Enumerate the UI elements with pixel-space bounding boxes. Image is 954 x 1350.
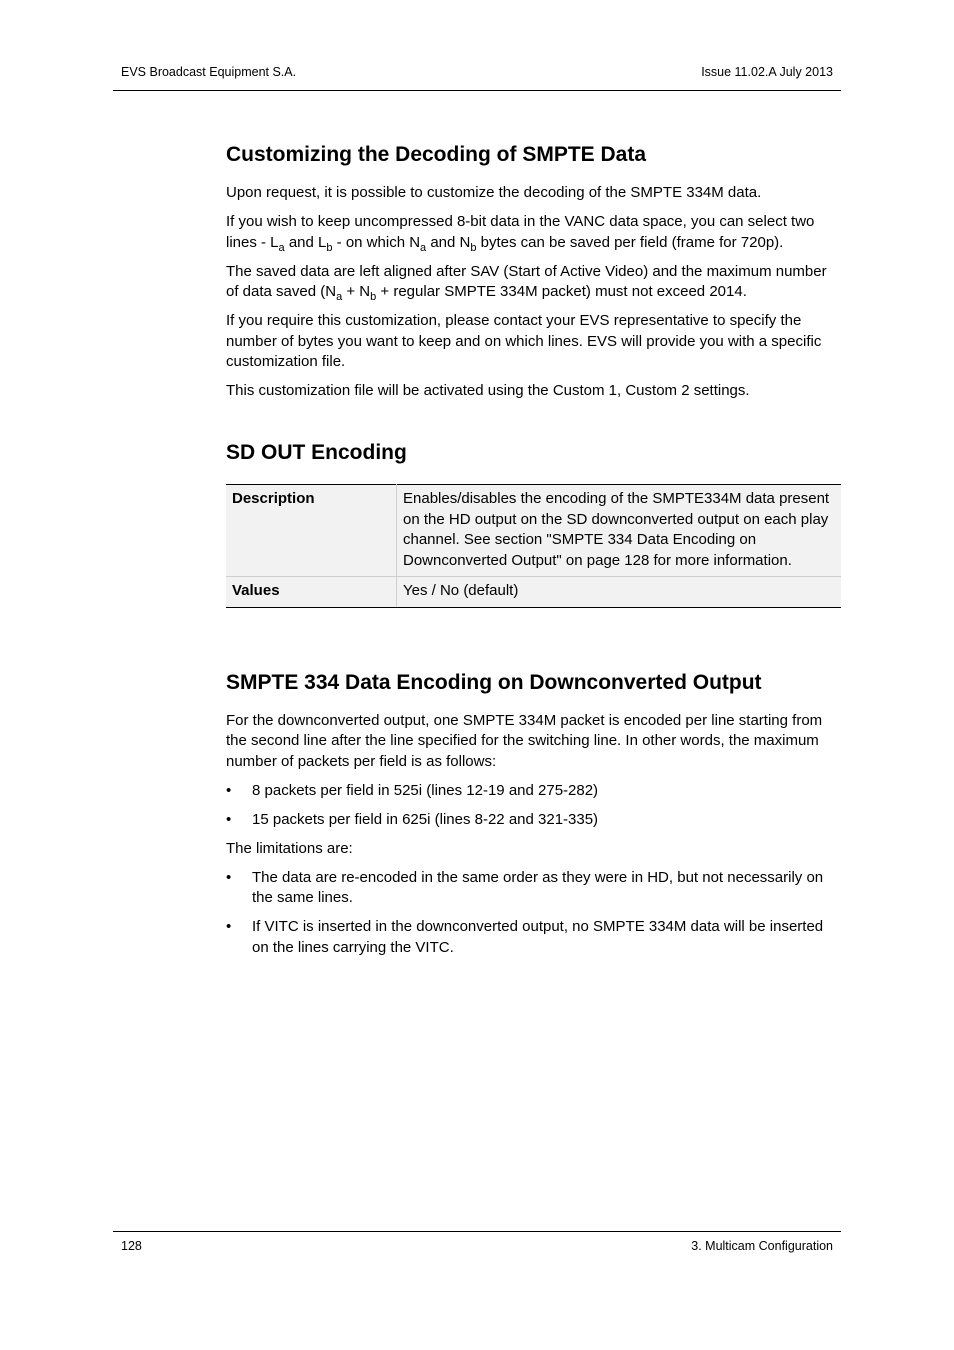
table-row: [226, 577, 841, 608]
bullet-icon: •: [226, 810, 232, 828]
page-footer: [113, 1231, 841, 1257]
section-title-smpte-encoding: SMPTE 334 Data Encoding on Downconverted Output: [226, 670, 762, 694]
paragraph-lines-selection: If you wish to keep uncompressed 8-bit data in the VANC data space, you can select two lines - $L_a$ and $L_b$ - on which $N_a$ and $N_b$ bytes can be saved per field (frame for 720p).: [226, 213, 815, 254]
paragraph: If you require this customization, please contact your EVS representative to specify the number of bytes you want to keep and on which lines. EVS will provide you with a specific customization file.: [226, 312, 822, 370]
paragraph: This customization file will be activated using the Custom 1, Custom 2 settings.: [226, 382, 750, 399]
table-label-values: Values: [226, 577, 397, 608]
page-header: [113, 65, 841, 91]
section-title-customizing: Customizing the Decoding of SMPTE Data: [226, 143, 647, 166]
page-number: 128: [121, 1239, 142, 1253]
bullet-icon: •: [226, 781, 232, 799]
bullet-icon: •: [226, 918, 232, 935]
footer-section: 3. Multicam Configuration: [691, 1239, 833, 1253]
page-content: [226, 140, 841, 967]
table-label-description: Description: [226, 485, 397, 577]
settings-table: [226, 484, 841, 608]
bullet-list-packets: [226, 781, 841, 831]
paragraph: For the downconverted output, one SMPTE 334M packet is encoded per line starting from the second line after the line specified for the switching line. In other words, the maximum number of packets per field is as follows:: [226, 711, 823, 770]
bullet-icon: •: [226, 868, 232, 886]
bullet-list-limitations: [226, 868, 841, 959]
paragraph: Upon request, it is possible to customize the decoding of the SMPTE 334M data.: [226, 184, 762, 201]
list-item: • The data are re-encoded in the same order as they were in HD, but not necessarily on the same lines.: [226, 868, 824, 906]
table-value-description: Enables/disables the encoding of the SMPTE334M data present on the HD output on the SD downconverted output on each play channel. See section "SMPTE 334 Data Encoding on Downconverted Output" on page 128 for more information.: [397, 485, 842, 577]
list-item: • If VITC is inserted in the downconverted output, no SMPTE 334M data will be inserted on the lines carrying the VITC.: [226, 918, 824, 956]
table-row: [226, 485, 841, 577]
header-issue: Issue 11.02.A July 2013: [701, 65, 833, 79]
table-value-values: Yes / No (default): [397, 577, 842, 608]
paragraph: The limitations are:: [226, 839, 353, 857]
list-item: • 15 packets per field in 625i (lines 8-22 and 321-335): [226, 810, 841, 831]
section-title-sd-out-encoding: SD OUT Encoding: [226, 441, 407, 464]
header-company: EVS Broadcast Equipment S.A.: [121, 65, 297, 79]
paragraph-saved-data: The saved data are left aligned after SAV (Start of Active Video) and the maximum number of data saved ($N_a + N_b$ + regular SMPTE 334M packet) must not exceed 2014.: [226, 262, 827, 303]
list-item: • 8 packets per field in 525i (lines 12-19 and 275-282): [226, 781, 841, 802]
